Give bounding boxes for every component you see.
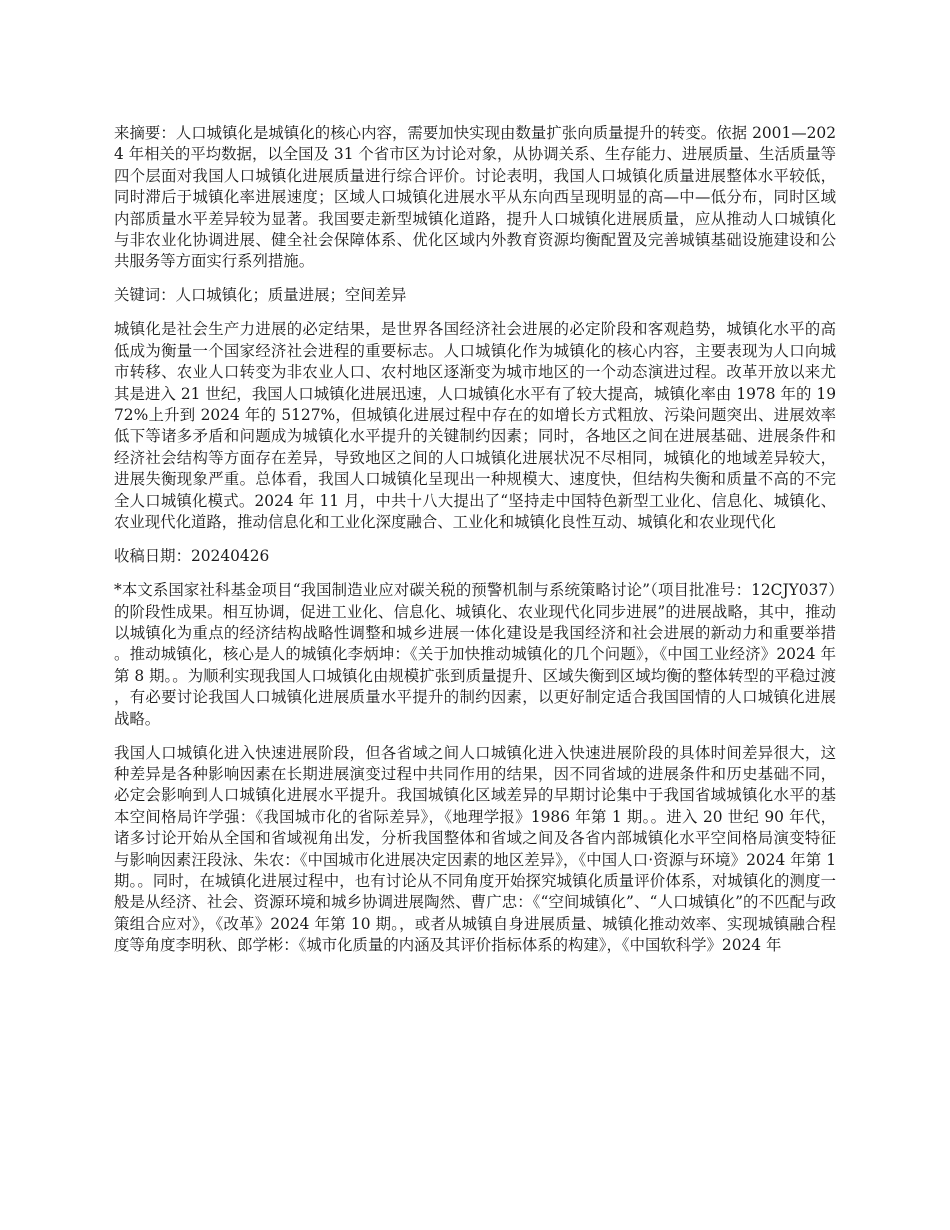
introduction-paragraph: 城镇化是社会生产力进展的必定结果，是世界各国经济社会进展的必定阶段和客观趋势，城镇化水平的高低成为衡量一个国家经济社会进程的重要标志。人口城镇化作为城镇化的核心内容，主要表现为人口向城市转移、农业人口转变为非农业人口、农村地区逐渐变为城市地区的一个动态演进过程。改革开放以来尤其是进入 21 世纪，我国人口城镇化进展迅速，人口城镇化水平有了较大提高，城镇化率由 1978 年的 1972%上升到 2024 年的 5127%，但城镇化进展过程中存在的如增长方式粗放、污染问题突出、进展效率低下等诸多矛盾和问题成为城镇化水平提升的关键制约因素；同时，各地区之间在进展基础、进展条件和经济社会结构等方面存在差异，导致地区之间的人口城镇化进展状况不尽相同，城镇化的地域差异较大，进展失衡现象严重。总体看，我国人口城镇化呈现出一种规模大、速度快，但结构失衡和质量不高的不完全人口城镇化模式。2024 年 11 月，中共十八大提出了“坚持走中国特色新型工业化、信息化、城镇化、农业现代化道路，推动信息化和工业化深度融合、工业化和城镇化良性互动、城镇化和农业现代化 [114, 320, 836, 532]
received-date: 收稿日期：20240426 [114, 547, 270, 566]
document-page [114, 123, 836, 957]
keywords-line: 关键词：人口城镇化；质量进展；空间差异 [114, 286, 407, 305]
body-paragraph: 我国人口城镇化进入快速进展阶段，但各省域之间人口城镇化进入快速进展阶段的具体时间差异很大，这种差异是各种影响因素在长期进展演变过程中共同作用的结果，因不同省域的进展条件和历史基础不同，必定会影响到人口城镇化进展水平提升。我国城镇化区域差异的早期讨论集中于我国省域城镇化水平的基本空间格局许学强：《我国城市化的省际差异》，《地理学报》1986 年第 1 期。。进入 20 世纪 90 年代，诸多讨论开始从全国和省域视角出发，分析我国整体和省域之间及各省内部城镇化水平空间格局演变特征与影响因素汪段泳、朱农：《中国城市化进展决定因素的地区差异》，《中国人口·资源与环境》2024 年第 1 期。。同时，在城镇化进展过程中，也有讨论从不同角度开始探究城镇化质量评价体系，对城镇化的测度一般是从经济、社会、资源环境和城乡协调进展陶然、曹广忠：《“空间城镇化”、“人口城镇化”的不匹配与政策组合应对》，《改革》2024 年第 10 期。，或者从城镇自身进展质量、城镇化推动效率、实现城镇融合程度等角度李明秋、郎学彬：《城市化质量的内涵及其评价指标体系的构建》，《中国软科学》2024 年 [114, 743, 836, 955]
footnote-paragraph: *本文系国家社科基金项目“我国制造业应对碳关税的预警机制与系统策略讨论”（项目批准号：12CJY037）的阶段性成果。相互协调，促进工业化、信息化、城镇化、农业现代化同步进展”的进展战略，其中，推动以城镇化为重点的经济结构战略性调整和城乡进展一体化建设是我国经济和社会进展的新动力和重要举措。推动城镇化，核心是人的城镇化李炳坤：《关于加快推动城镇化的几个问题》，《中国工业经济》2024 年第 8 期。。为顺利实现我国人口城镇化由规模扩张到质量提升、区域失衡到区域均衡的整体转型的平稳过渡，有必要讨论我国人口城镇化进展质量水平提升的制约因素，以更好制定适合我国国情的人口城镇化进展战略。 [114, 581, 836, 728]
abstract-paragraph: 来摘要：人口城镇化是城镇化的核心内容，需要加快实现由数量扩张向质量提升的转变。依据 2001—2024 年相关的平均数据，以全国及 31 个省市区为讨论对象，从协调关系、生存能力、进展质量、生活质量等四个层面对我国人口城镇化进展质量进行综合评价。讨论表明，我国人口城镇化质量进展整体水平较低，同时滞后于城镇化率进展速度；区域人口城镇化进展水平从东向西呈现明显的高—中—低分布，同时区域内部质量水平差异较为显著。我国要走新型城镇化道路，提升人口城镇化进展质量，应从推动人口城镇化与非农业化协调进展、健全社会保障体系、优化区域内外教育资源均衡配置及完善城镇基础设施建设和公共服务等方面实行系列措施。 [114, 124, 836, 271]
